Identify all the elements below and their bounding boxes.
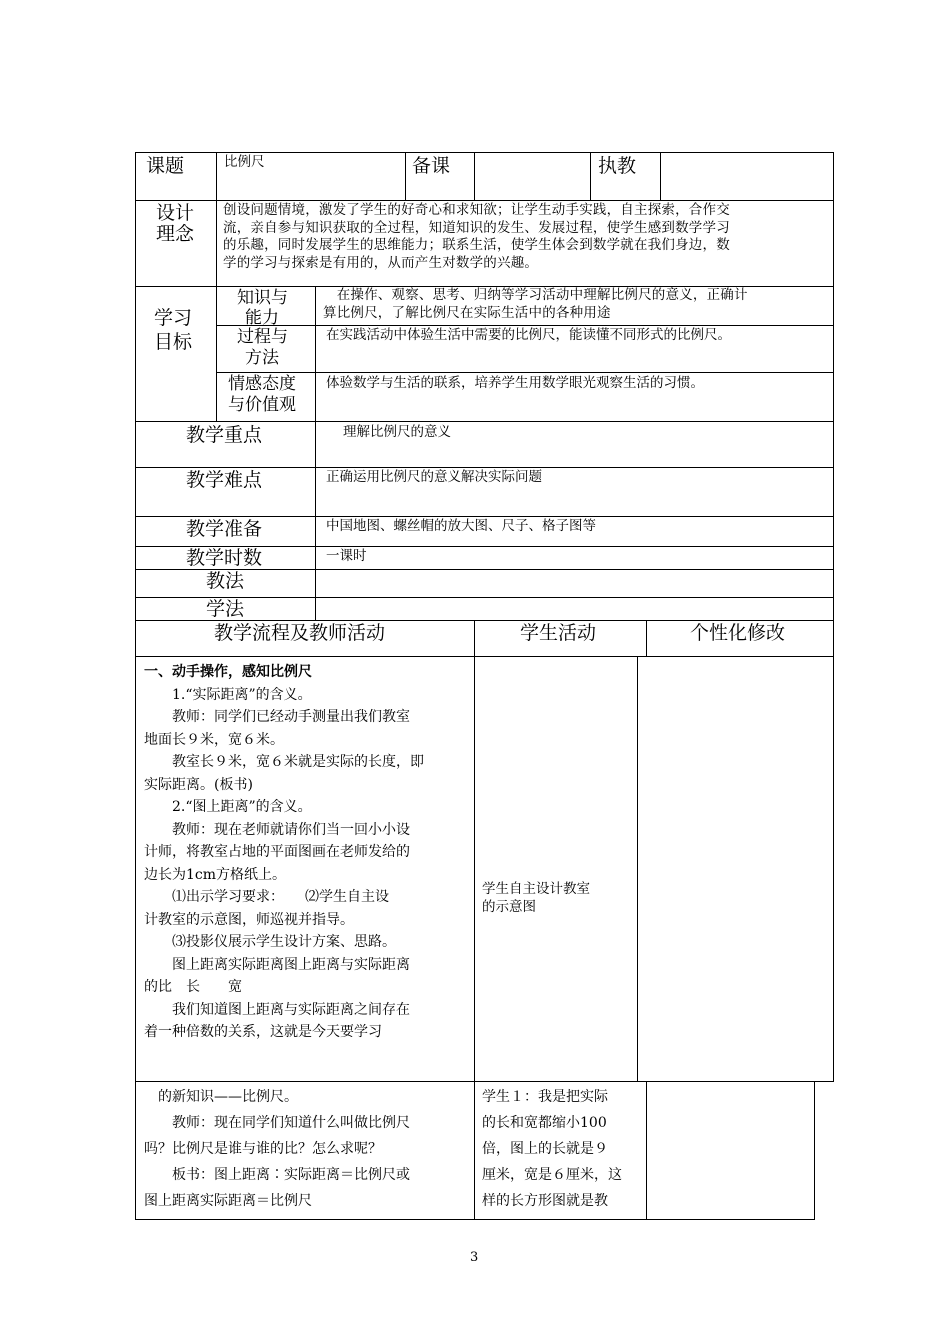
- teach-label: 执教: [598, 155, 637, 177]
- difficulty-label: 教学难点: [186, 469, 263, 491]
- knowledge-label: 知识与 能力: [237, 288, 288, 328]
- topic-label: 课题: [146, 155, 185, 177]
- key-point-label: 教学重点: [186, 424, 263, 446]
- preparation-label: 教学准备: [186, 518, 263, 540]
- hours-value: 一课时: [326, 548, 367, 564]
- col-divider: [474, 1081, 475, 1220]
- col-divider: [590, 152, 591, 200]
- table2-border-left: [135, 1081, 136, 1220]
- continuation-student-text: 学生１：我是把实际 的长和宽都缩小100 倍，图上的长就是９ 厘米，宽是６厘米，这 样的长方形图就是教: [482, 1089, 622, 1209]
- col-divider: [637, 656, 638, 1081]
- difficulty-value: 正确运用比例尺的意义解决实际问题: [326, 469, 542, 485]
- col-divider: [646, 1081, 647, 1220]
- knowledge-text: 在操作、观察、思考、归纳等学习活动中理解比例尺的意义，正确计 算比例尺，了解比例尺在实际生活中的各种用途: [323, 287, 748, 321]
- col-divider: [474, 152, 475, 200]
- teacher-activity-text: 一、动手操作，感知比例尺 1.“实际距离”的含义。 教师：同学们已经动手测量出我们教室 地面长９米，宽６米。 教室长９米，宽６米就是实际的长度，即 实际距离。(板书) 2.“图上距离”的含义。 教师：现在老师就请你们当一回小小设 计师，将教室占地的平面图画在老师发给的 边长为1cm方格纸上。 ⑴出示学习要求： ⑵学生自主设 计教室的示意图，师巡视并指导。 ⑶投影仪展示学生设计方案、思路。 图上距离实际距离图上距离与实际距离 的比 长 宽 我们知道图上距离与实际距离之间存在 着一种倍数的关系，这就是今天要学习: [144, 664, 424, 1040]
- emotion-text: 体验数学与生活的联系，培养学生用数学眼光观察生活的习惯。: [326, 375, 704, 391]
- page-number: 3: [470, 1250, 479, 1265]
- objectives-label: 学习 目标: [154, 307, 193, 353]
- row-divider: [135, 421, 834, 422]
- process-label: 过程与 方法: [237, 327, 288, 368]
- continuation-teacher-text: 的新知识——比例尺。 教师：现在同学们知道什么叫做比例尺 吗？比例尺是谁与谁的比？怎么求呢？ 板书：图上距离∶实际距离＝比例尺或 图上距离实际距离＝比例尺: [144, 1089, 410, 1209]
- col-divider: [646, 620, 647, 656]
- preparation-value: 中国地图、螺丝帽的放大图、尺子、格子图等: [326, 518, 596, 534]
- prep-label: 备课: [412, 155, 451, 177]
- table-border-right: [833, 152, 834, 1082]
- topic-value: 比例尺: [224, 154, 265, 170]
- col-divider: [474, 620, 475, 1081]
- col-divider: [405, 152, 406, 200]
- emotion-label: 情感态度 与价值观: [228, 374, 296, 415]
- key-point-value: 理解比例尺的意义: [343, 424, 451, 440]
- teacher-activity-header: 教学流程及教师活动: [214, 622, 386, 644]
- student-activity-text: 学生自主设计教室 的示意图: [482, 881, 590, 915]
- table-border-left: [135, 152, 136, 1082]
- row-divider: [135, 200, 834, 201]
- custom-header: 个性化修改: [690, 622, 786, 644]
- table2-border-right: [814, 1081, 815, 1220]
- student-activity-header: 学生活动: [520, 622, 597, 644]
- col-divider: [315, 286, 316, 620]
- table-border-bottom: [135, 1081, 834, 1082]
- table2-border-bottom: [135, 1219, 815, 1220]
- study-label: 学法: [206, 598, 245, 620]
- process-text: 在实践活动中体验生活中需要的比例尺，能读懂不同形式的比例尺。: [326, 327, 731, 343]
- design-label: 设计 理念: [156, 202, 195, 245]
- col-divider: [216, 152, 217, 421]
- hours-label: 教学时数: [186, 547, 263, 569]
- method-label: 教法: [206, 570, 245, 592]
- row-divider: [135, 656, 834, 657]
- design-text: 创设问题情境，激发了学生的好奇心和求知欲；让学生动手实践，自主探索，合作交 流，亲自参与知识获取的全过程，知道知识的发生、发展过程，使学生感到数学学习 的乐趣，同时发展学生的思维能力；联系生活，使学生体会到数学就在我们身边，数 学的学习与探索是有用的，从而产生对数学的兴趣。: [223, 202, 730, 271]
- col-divider: [660, 152, 661, 200]
